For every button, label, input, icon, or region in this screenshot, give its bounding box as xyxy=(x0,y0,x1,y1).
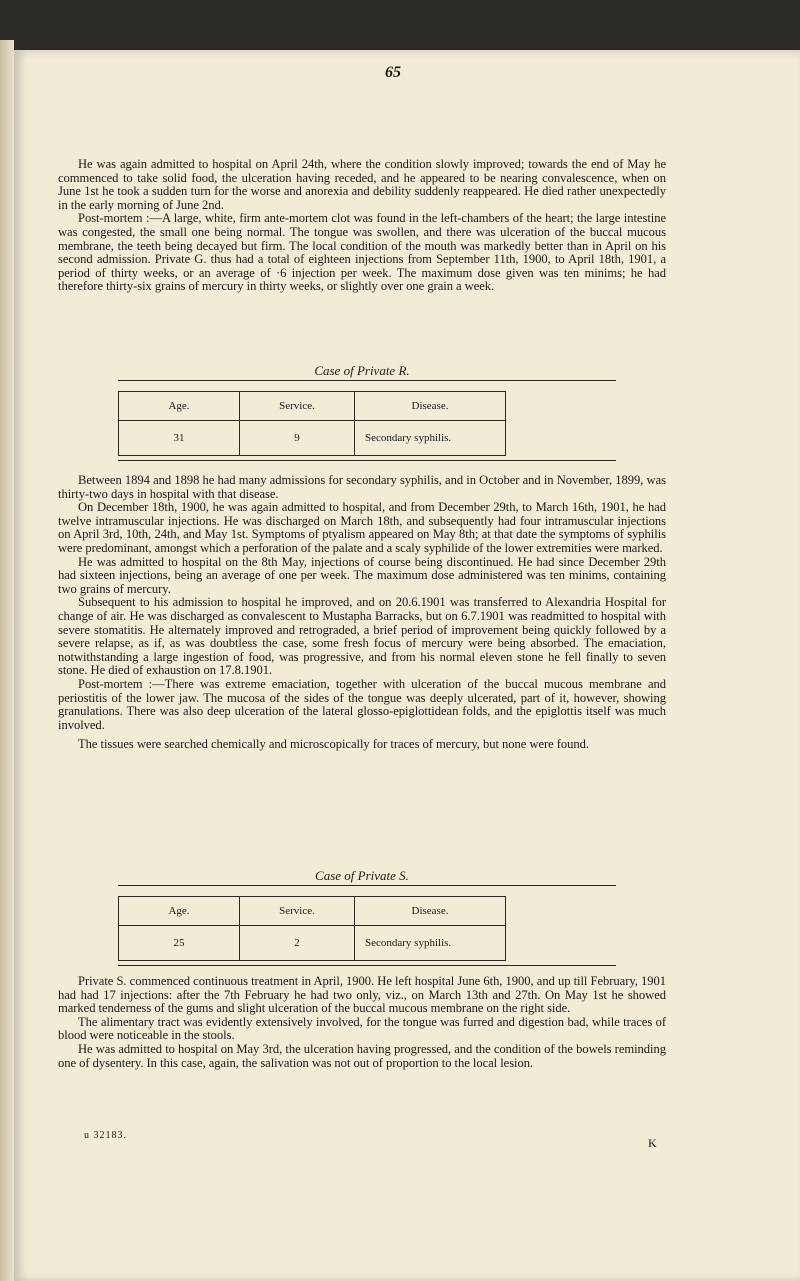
paragraph: The alimentary tract was evidently extensively involved, for the tongue was furred and digestion bad, while traces of blood were noticeable in the stools. xyxy=(58,1014,666,1043)
bottom-rule xyxy=(118,460,616,461)
page-number: 65 xyxy=(385,64,401,81)
header-service: Service. xyxy=(240,897,355,926)
case-s-table xyxy=(118,896,616,961)
cell-age: 31 xyxy=(119,421,240,456)
adjacent-page-edge xyxy=(0,40,14,1281)
paragraph: Between 1894 and 1898 he had many admissions for secondary syphilis, and in October and in November, 1899, was thirty-two days in hospital with that disease. xyxy=(58,473,666,501)
case-s-title: Case of Private S. xyxy=(315,868,409,883)
cell-service: 2 xyxy=(240,926,355,961)
signature-mark: K xyxy=(648,1136,657,1150)
case-r-text xyxy=(58,474,666,752)
intro-text xyxy=(58,158,666,294)
header-age: Age. xyxy=(119,897,240,926)
case-r-table xyxy=(118,391,616,456)
top-rule xyxy=(118,380,616,381)
blank-column xyxy=(506,897,617,926)
cell-disease: Secondary syphilis. xyxy=(355,421,506,456)
case-s-table-wrap xyxy=(118,885,616,966)
paragraph: Private S. commenced continuous treatment in April, 1900. He left hospital June 6th, 1900, and up till February, 1901 had had 17 injections: after the 7th February he had two only, viz., on March 13th and 27th. On May 1st he showed marked tenderness of the gums and slight ulceration of the buccal mucous membrane on the right side. xyxy=(58,974,666,1016)
top-rule xyxy=(118,885,616,886)
header-service: Service. xyxy=(240,392,355,421)
paragraph: He was admitted to hospital on May 3rd, the ulceration having progressed, and the condition of the bowels reminding one of dysentery. In this case, again, the salivation was not out of proportion to the local lesion. xyxy=(58,1041,666,1070)
bottom-rule xyxy=(118,965,616,966)
cell-age: 25 xyxy=(119,926,240,961)
paragraph: He was admitted to hospital on the 8th May, injections of course being discontinued. He had since December 29th had sixteen injections, being an average of one per week. The maximum dose administered was ten minims, containing two grains of mercury. xyxy=(58,554,666,596)
paragraph: The tissues were searched chemically and microscopically for traces of mercury, but none were found. xyxy=(78,737,590,752)
cell-service: 9 xyxy=(240,421,355,456)
paragraph: Subsequent to his admission to hospital he improved, and on 20.6.1901 was transferred to Alexandria Hospital for change of air. He was discharged as convalescent to Mustapha Barracks, but on 6.7.1901 was readmitted to hospital with severe stomatitis. He alternately improved and retrograded, a brief period of improvement being quickly followed by a severe relapse, as if, as was doubtless the case, some fresh focus of mercury were being absorbed. The emaciation, notwithstanding a large ingestion of food, was progressive, and from his normal eleven stone he fell finally to seven stone. He died of exhaustion on 17.8.1901. xyxy=(58,595,666,678)
blank-column xyxy=(506,392,617,421)
case-r-title: Case of Private R. xyxy=(314,363,410,378)
header-age: Age. xyxy=(119,392,240,421)
paragraph: He was again admitted to hospital on April 24th, where the condition slowly improved; towards the end of May he commenced to take solid food, the ulceration having receded, and he appeared to be nearing convalescence, when on June 1st he took a sudden turn for the worse and anorexia and debility suddenly reappeared. He died rather unexpectedly in the early morning of June 2nd. xyxy=(58,157,666,212)
print-code: u 32183. xyxy=(84,1130,127,1141)
paragraph: Post-mortem :—A large, white, firm ante-mortem clot was found in the left-chambers of the heart; the large intestine was congested, the small one being normal. The tongue was swollen, and there was ulceration of the buccal mucous membrane, the teeth being decayed but firm. The local condition of the mouth was markedly better than in April on his second admission. Private G. thus had a total of eighteen injections from September 11th, 1900, to April 18th, 1901, a period of thirty weeks, or an average of ·6 injection per week. The maximum dose given was ten minims; he had therefore thirty-six grains of mercury in thirty weeks, or slightly over one grain a week. xyxy=(58,211,666,294)
cell-disease: Secondary syphilis. xyxy=(355,926,506,961)
case-s-text xyxy=(58,975,666,1070)
paragraph: Post-mortem :—There was extreme emaciation, together with ulceration of the buccal mucous membrane and periostitis of the lower jaw. The mucosa of the sides of the tongue was deeply ulcerated, part of it, however, showing granulations. There was also deep ulceration of the lateral glosso-epiglottidean folds, and the epiglottis itself was much involved. xyxy=(58,676,666,732)
header-disease: Disease. xyxy=(355,897,506,926)
paragraph: On December 18th, 1900, he was again admitted to hospital, and from December 29th, to March 16th, 1901, he had twelve intramuscular injections. He was discharged on March 18th, and subsequently had four intramuscular injections on April 3rd, 10th, 24th, and May 1st. Symptoms of ptyalism appeared on May 8th; at that date the symptoms of syphilis were predominant, amongst which a perforation of the palate and a scaly syphilide of the lower extremities were marked. xyxy=(58,500,666,555)
case-r-table-wrap xyxy=(118,380,616,461)
header-disease: Disease. xyxy=(355,392,506,421)
